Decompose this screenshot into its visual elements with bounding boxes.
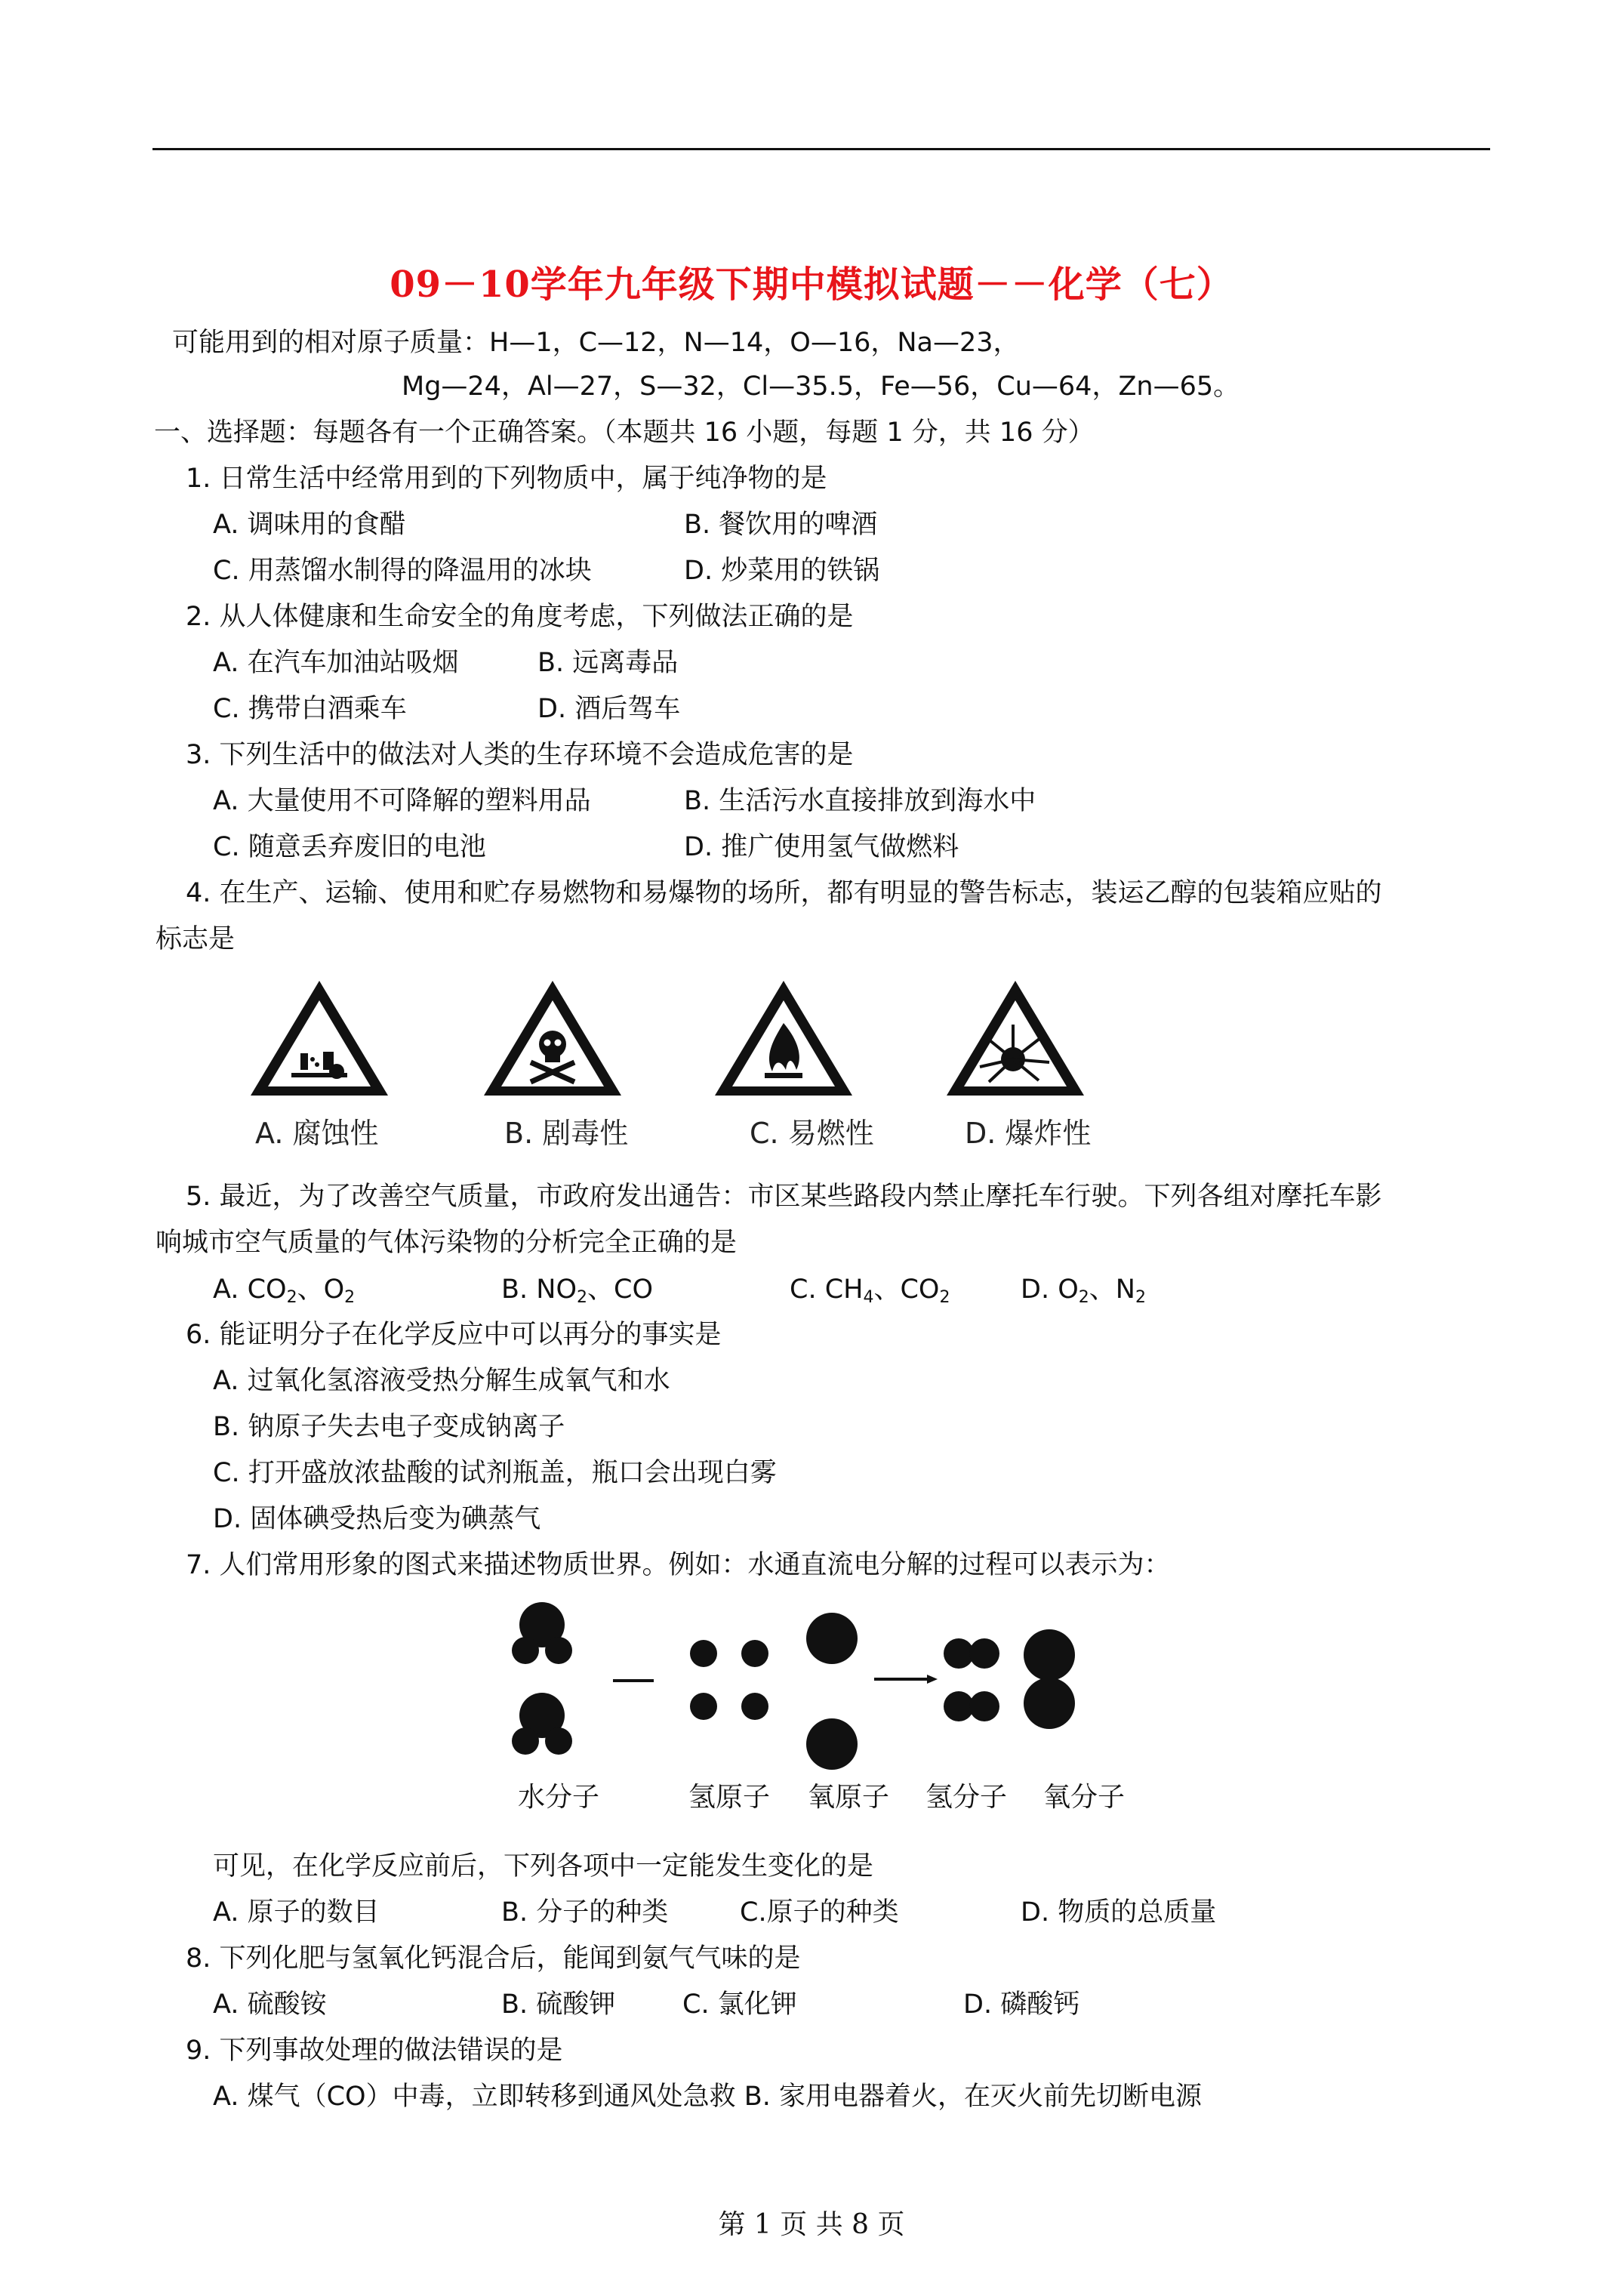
question-5-stem: 5. 最近，为了改善空气质量，市政府发出通告：市区某些路段内禁止摩托车行驶。下列各组对摩托车影 bbox=[186, 1182, 1382, 1212]
section-heading: 一、选择题：每题各有一个正确答案。（本题共 16 小题，每题 1 分，共 16 分） bbox=[154, 418, 1095, 448]
sign-label-c: C. 易燃性 bbox=[750, 1117, 874, 1150]
question-2-stem: 2. 从人体健康和生命安全的角度考虑，下列做法正确的是 bbox=[186, 602, 854, 632]
q5-option-d: D. $O_2$、$N_2$ bbox=[1021, 1274, 1146, 1307]
q5-option-c: C. $CH_4$、$CO_2$ bbox=[790, 1274, 950, 1307]
q9-options-ab: A. 煤气（CO）中毒，立即转移到通风处急救 B. 家用电器着火，在灭火前先切断电源 bbox=[213, 2082, 1202, 2112]
toxic-sign-icon bbox=[481, 978, 624, 1099]
label-water-molecule: 水分子 bbox=[518, 1782, 600, 1813]
q5-option-a: A. $CO_2$、$O_2$ bbox=[213, 1274, 356, 1307]
corrosive-sign-icon bbox=[248, 978, 391, 1099]
q1-option-b: B. 餐饮用的啤酒 bbox=[684, 510, 878, 540]
label-oxygen-molecule: 氧分子 bbox=[1043, 1782, 1126, 1813]
q2-option-d: D. 酒后驾车 bbox=[537, 694, 681, 724]
q1-option-d: D. 炒菜用的铁锅 bbox=[684, 556, 880, 586]
q3-option-a: A. 大量使用不可降解的塑料用品 bbox=[213, 786, 591, 816]
q1-option-c: C. 用蒸馏水制得的降温用的冰块 bbox=[213, 556, 592, 586]
question-3-stem: 3. 下列生活中的做法对人类的生存环境不会造成危害的是 bbox=[186, 740, 854, 770]
q8-option-a: A. 硫酸铵 bbox=[213, 1989, 327, 2020]
atomic-mass-line2: Mg—24，Al—27，S—32，Cl—35.5，Fe—56，Cu—64，Zn—65。 bbox=[402, 371, 1240, 402]
q6-option-b: B. 钠原子失去电子变成钠离子 bbox=[213, 1412, 565, 1442]
flammable-sign-icon bbox=[712, 978, 855, 1099]
question-7-stem: 7. 人们常用形象的图式来描述物质世界。例如：水通直流电分解的过程可以表示为： bbox=[186, 1550, 1171, 1580]
page-footer: 第 1 页 共 8 页 bbox=[718, 2209, 905, 2240]
sign-label-b: B. 剧毒性 bbox=[504, 1117, 629, 1150]
question-1-stem: 1. 日常生活中经常用到的下列物质中，属于纯净物的是 bbox=[186, 464, 827, 494]
q8-option-d: D. 磷酸钙 bbox=[963, 1989, 1080, 2020]
q7-option-d: D. 物质的总质量 bbox=[1021, 1897, 1217, 1928]
question-5-stem-cont: 响城市空气质量的气体污染物的分析完全正确的是 bbox=[156, 1228, 738, 1258]
label-hydrogen-atom: 氢原子 bbox=[688, 1782, 771, 1813]
q8-option-b: B. 硫酸钾 bbox=[501, 1989, 616, 2020]
q5-option-b: B. $NO_2$、CO bbox=[501, 1274, 653, 1307]
q3-option-b: B. 生活污水直接排放到海水中 bbox=[684, 786, 1036, 816]
sign-label-a: A. 腐蚀性 bbox=[255, 1117, 379, 1150]
q6-option-c: C. 打开盛放浓盐酸的试剂瓶盖，瓶口会出现白雾 bbox=[213, 1458, 777, 1488]
atomic-mass-line1: 可能用到的相对原子质量：H—1，C—12，N—14，O—16，Na—23， bbox=[172, 328, 1020, 358]
label-oxygen-atom: 氧原子 bbox=[808, 1782, 890, 1813]
q7-option-c: C.原子的种类 bbox=[740, 1897, 899, 1928]
page-title: 09－10学年九年级下期中模拟试题－－化学（七） bbox=[390, 264, 1233, 306]
question-4-stem: 4. 在生产、运输、使用和贮存易燃物和易爆物的场所，都有明显的警告标志，装运乙醇的包装箱应贴的 bbox=[186, 878, 1382, 908]
header-rule bbox=[152, 148, 1490, 150]
q2-option-a: A. 在汽车加油站吸烟 bbox=[213, 648, 459, 678]
question-8-stem: 8. 下列化肥与氢氧化钙混合后，能闻到氨气气味的是 bbox=[186, 1943, 801, 1974]
label-hydrogen-molecule: 氢分子 bbox=[925, 1782, 1008, 1813]
q3-option-d: D. 推广使用氢气做燃料 bbox=[684, 832, 959, 862]
q6-option-d: D. 固体碘受热后变为碘蒸气 bbox=[213, 1504, 541, 1534]
question-9-stem: 9. 下列事故处理的做法错误的是 bbox=[186, 2036, 563, 2066]
question-6-stem: 6. 能证明分子在化学反应中可以再分的事实是 bbox=[186, 1320, 722, 1350]
q1-option-a: A. 调味用的食醋 bbox=[213, 510, 406, 540]
explosive-sign-icon bbox=[944, 978, 1087, 1099]
water-electrolysis-diagram bbox=[506, 1593, 1125, 1774]
q2-option-b: B. 远离毒品 bbox=[537, 648, 679, 678]
q3-option-c: C. 随意丢弃废旧的电池 bbox=[213, 832, 486, 862]
q7-option-b: B. 分子的种类 bbox=[501, 1897, 669, 1928]
q6-option-a: A. 过氧化氢溶液受热分解生成氧气和水 bbox=[213, 1366, 670, 1396]
q7-option-a: A. 原子的数目 bbox=[213, 1897, 380, 1928]
q2-option-c: C. 携带白酒乘车 bbox=[213, 694, 407, 724]
question-7-follow: 可见，在化学反应前后，下列各项中一定能发生变化的是 bbox=[213, 1851, 874, 1881]
sign-label-d: D. 爆炸性 bbox=[965, 1117, 1092, 1150]
question-4-stem-cont: 标志是 bbox=[156, 924, 236, 954]
q8-option-c: C. 氯化钾 bbox=[682, 1989, 797, 2020]
